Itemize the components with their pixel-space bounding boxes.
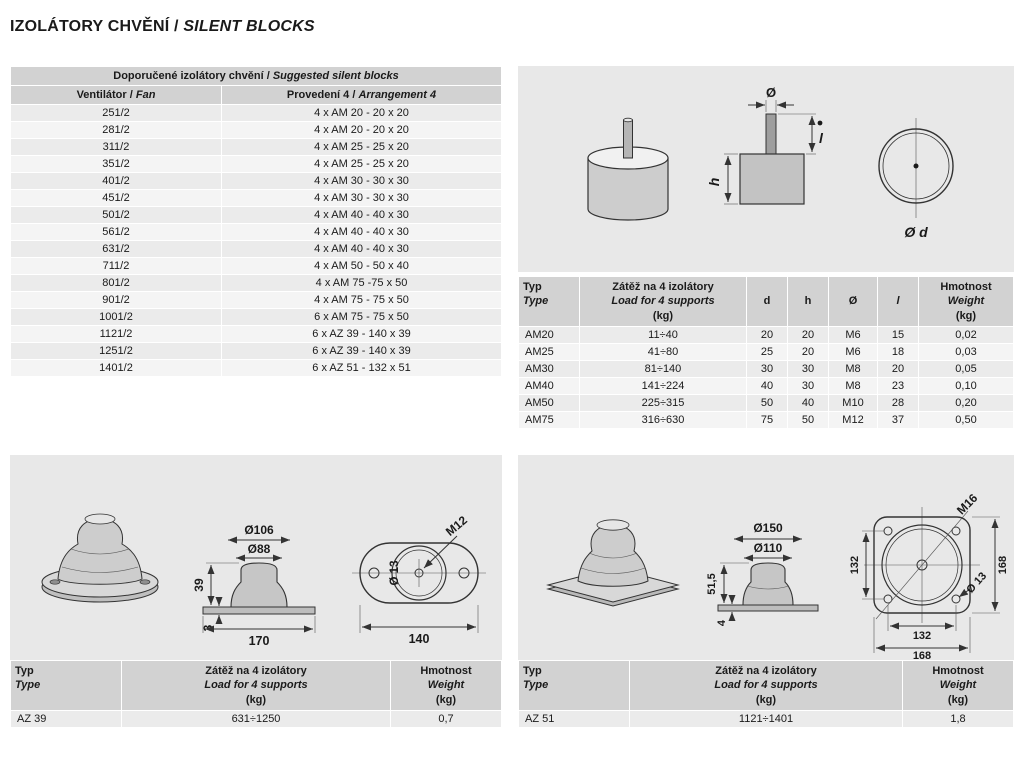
- fan-size-cell: 501/2: [11, 207, 221, 223]
- az39-spec-table: [10, 660, 502, 728]
- az51-spec-table: [518, 660, 1014, 728]
- weight-cell: 0,05: [919, 361, 1013, 377]
- weight-column-header: Hmotnost Weight (kg): [919, 277, 1013, 326]
- am-table-row: [519, 361, 1013, 377]
- column-header-fan: Ventilátor / Fan: [11, 86, 221, 104]
- dim-thread: M12: [442, 513, 470, 539]
- typ-column-header: Typ Type: [519, 661, 629, 710]
- suggested-silent-blocks-table: [10, 66, 502, 377]
- type-cell: AM25: [519, 344, 579, 360]
- arrangement-cell: 4 x AM 30 - 30 x 30: [222, 173, 501, 189]
- arrangement-cell: 4 x AM 20 - 20 x 20: [222, 122, 501, 138]
- load-cell: 141÷224: [580, 378, 746, 394]
- dim-point: [818, 121, 823, 126]
- load-column-header: Zátěž na 4 izolátory Load for 4 supports (kg): [580, 277, 746, 326]
- arrangement-cell: 4 x AM 75 - 75 x 50: [222, 292, 501, 308]
- fan-size-cell: 561/2: [11, 224, 221, 240]
- arrangement-cell: 6 x AZ 51 - 132 x 51: [222, 360, 501, 376]
- d-cell: 50: [747, 395, 787, 411]
- dim-top-flange-diameter: Ø150: [753, 521, 783, 535]
- load-cell: 631÷1250: [122, 711, 390, 727]
- arrangement-cell: 4 x AM 30 - 30 x 30: [222, 190, 501, 206]
- l-cell: 15: [878, 327, 918, 343]
- arrangement-cell: 6 x AZ 39 - 140 x 39: [222, 343, 501, 359]
- az51-drawing: [518, 455, 1014, 660]
- fan-table-row: [11, 173, 501, 189]
- am-spec-section: [518, 276, 1014, 429]
- weight-column-header: Hmotnost Weight (kg): [391, 661, 501, 710]
- weight-column-header: Hmotnost Weight (kg): [903, 661, 1013, 710]
- h-column-header: h: [788, 277, 828, 326]
- l-cell: 18: [878, 344, 918, 360]
- dim-plate-size-vertical: 168: [997, 555, 1009, 575]
- arrangement-cell: 4 x AM 40 - 40 x 30: [222, 207, 501, 223]
- d-cell: 20: [747, 327, 787, 343]
- am-spec-table: [518, 276, 1014, 429]
- fan-table-row: [11, 139, 501, 155]
- load-cell: 316÷630: [580, 412, 746, 428]
- fan-table-row: [11, 258, 501, 274]
- arrangement-cell: 4 x AM 25 - 25 x 20: [222, 139, 501, 155]
- type-cell: AM75: [519, 412, 579, 428]
- dim-hole-spacing-horizontal: 132: [912, 630, 932, 642]
- weight-cell: 0,10: [919, 378, 1013, 394]
- weight-cell: 0,50: [919, 412, 1013, 428]
- am-perspective-view: [588, 118, 668, 220]
- dim-plate-size-horizontal: 168: [912, 650, 932, 660]
- d-cell: 40: [747, 378, 787, 394]
- d-column-header: d: [747, 277, 787, 326]
- arrangement-cell: 4 x AM 50 - 50 x 40: [222, 258, 501, 274]
- type-cell: AZ 51: [519, 711, 629, 727]
- h-cell: 50: [788, 412, 828, 428]
- load-cell: 225÷315: [580, 395, 746, 411]
- fan-size-cell: 1001/2: [11, 309, 221, 325]
- load-cell: 81÷140: [580, 361, 746, 377]
- fan-table-row: [11, 326, 501, 342]
- h-cell: 40: [788, 395, 828, 411]
- az51-pictorial-view: [548, 520, 678, 606]
- type-cell: AM50: [519, 395, 579, 411]
- diameter-column-header: Ø: [829, 277, 877, 326]
- fan-size-cell: 281/2: [11, 122, 221, 138]
- az51-table-row: [519, 711, 1013, 727]
- h-cell: 20: [788, 327, 828, 343]
- l-column-header: l: [878, 277, 918, 326]
- dim-cap-diameter: Ø110: [753, 541, 783, 555]
- dim-thread: M16: [953, 490, 981, 518]
- fan-table-title: [11, 67, 501, 85]
- am-silent-block-drawing: [518, 66, 1014, 272]
- am-drawing-panel: [518, 66, 1014, 272]
- dim-stud-length: l: [819, 130, 823, 146]
- arrangement-cell: 4 x AM 75 -75 x 50: [222, 275, 501, 291]
- fan-size-cell: 1401/2: [11, 360, 221, 376]
- am-table-row: [519, 378, 1013, 394]
- dim-plate-thickness: 3: [201, 624, 215, 632]
- load-cell: 1121÷1401: [630, 711, 902, 727]
- typ-column-header: Typ Type: [519, 277, 579, 326]
- d-cell: 25: [747, 344, 787, 360]
- weight-cell: 0,03: [919, 344, 1013, 360]
- am-table-row: [519, 412, 1013, 428]
- am-front-view: [706, 85, 824, 204]
- az39-top-view: [352, 513, 486, 646]
- fan-table-row: [11, 292, 501, 308]
- l-cell: 28: [878, 395, 918, 411]
- az39-drawing: [10, 455, 502, 660]
- fan-table-row: [11, 241, 501, 257]
- load-column-header: Zátěž na 4 izolátory Load for 4 supports (kg): [630, 661, 902, 710]
- arrangement-cell: 4 x AM 40 - 40 x 30: [222, 241, 501, 257]
- fan-size-cell: 351/2: [11, 156, 221, 172]
- fan-table-header-row: [11, 86, 501, 104]
- az51-table-header-row: [519, 661, 1013, 710]
- az51-front-view: [706, 521, 818, 626]
- az39-table-header-row: [11, 661, 501, 710]
- arrangement-cell: 6 x AZ 39 - 140 x 39: [222, 326, 501, 342]
- fan-size-cell: 901/2: [11, 292, 221, 308]
- dim-cap-diameter: Ø88: [247, 542, 271, 556]
- dim-hole-diameter: Ø 13: [389, 560, 401, 586]
- dim-hole-spacing: 140: [408, 632, 430, 646]
- az51-panel: [518, 455, 1014, 728]
- page-title-en: SILENT BLOCKS: [183, 18, 315, 35]
- dim-body-height: h: [706, 177, 722, 187]
- dim-hole-spacing-vertical: 132: [849, 555, 861, 575]
- l-cell: 37: [878, 412, 918, 428]
- az39-front-view: [192, 523, 315, 648]
- fan-table-title-en: Suggested silent blocks: [272, 70, 399, 82]
- az51-top-view: [849, 491, 1009, 660]
- am-table-header-row: [519, 277, 1013, 326]
- fan-size-cell: 1251/2: [11, 343, 221, 359]
- fan-size-cell: 401/2: [11, 173, 221, 189]
- h-cell: 30: [788, 361, 828, 377]
- h-cell: 20: [788, 344, 828, 360]
- page-title-cs: IZOLÁTORY CHVĚNÍ: [10, 18, 170, 35]
- am-table-row: [519, 344, 1013, 360]
- dim-plate-thickness: 4: [716, 619, 728, 627]
- l-cell: 20: [878, 361, 918, 377]
- fan-table-row: [11, 207, 501, 223]
- dim-hole-diameter: Ø 13: [964, 570, 990, 596]
- h-cell: 30: [788, 378, 828, 394]
- type-cell: AM20: [519, 327, 579, 343]
- fan-size-cell: 1121/2: [11, 326, 221, 342]
- page-title: [10, 18, 315, 36]
- load-column-header: Zátěž na 4 izolátory Load for 4 supports (kg): [122, 661, 390, 710]
- arrangement-cell: 4 x AM 25 - 25 x 20: [222, 156, 501, 172]
- arrangement-cell: 4 x AM 40 - 40 x 30: [222, 224, 501, 240]
- fan-table-title-cs: Doporučené izolátory chvění: [113, 70, 264, 82]
- dim-height: 51,5: [706, 573, 718, 595]
- arrangement-cell: 4 x AM 20 - 20 x 20: [222, 105, 501, 121]
- fan-table-row: [11, 360, 501, 376]
- suggested-silent-blocks-section: [10, 66, 502, 377]
- am-table-body: [519, 327, 1013, 428]
- fan-table-row: [11, 343, 501, 359]
- fan-table-row: [11, 105, 501, 121]
- az39-pictorial-view: [42, 514, 158, 602]
- type-cell: AM30: [519, 361, 579, 377]
- thread-cell: M12: [829, 412, 877, 428]
- fan-table-title-sep: /: [263, 70, 273, 82]
- thread-cell: M6: [829, 327, 877, 343]
- dim-base-width: 170: [248, 634, 270, 648]
- fan-table-row: [11, 309, 501, 325]
- am-table-row: [519, 395, 1013, 411]
- am-top-view: [879, 118, 953, 240]
- am-table-row: [519, 327, 1013, 343]
- load-cell: 11÷40: [580, 327, 746, 343]
- az39-panel: [10, 455, 502, 728]
- fan-size-cell: 801/2: [11, 275, 221, 291]
- column-header-arrangement: Provedení 4 / Arrangement 4: [222, 86, 501, 104]
- page-title-separator: /: [169, 18, 184, 35]
- weight-cell: 0,02: [919, 327, 1013, 343]
- type-cell: AM40: [519, 378, 579, 394]
- fan-table-title-row: [11, 67, 501, 85]
- l-cell: 23: [878, 378, 918, 394]
- fan-table-row: [11, 190, 501, 206]
- typ-column-header: Typ Type: [11, 661, 121, 710]
- weight-cell: 0,20: [919, 395, 1013, 411]
- thread-cell: M6: [829, 344, 877, 360]
- dim-top-flange-diameter: Ø106: [244, 523, 274, 537]
- fan-size-cell: 711/2: [11, 258, 221, 274]
- fan-table-row: [11, 224, 501, 240]
- arrangement-cell: 6 x AM 75 - 75 x 50: [222, 309, 501, 325]
- az39-table-row: [11, 711, 501, 727]
- dim-stud-diameter: Ø: [765, 85, 777, 100]
- fan-table-body: [11, 105, 501, 376]
- thread-cell: M10: [829, 395, 877, 411]
- type-cell: AZ 39: [11, 711, 121, 727]
- d-cell: 75: [747, 412, 787, 428]
- fan-table-row: [11, 275, 501, 291]
- weight-cell: 0,7: [391, 711, 501, 727]
- weight-cell: 1,8: [903, 711, 1013, 727]
- dim-height: 39: [192, 578, 206, 592]
- fan-table-row: [11, 156, 501, 172]
- thread-cell: M8: [829, 378, 877, 394]
- d-cell: 30: [747, 361, 787, 377]
- fan-size-cell: 631/2: [11, 241, 221, 257]
- fan-size-cell: 251/2: [11, 105, 221, 121]
- dim-body-diameter: Ø d: [904, 224, 928, 240]
- thread-cell: M8: [829, 361, 877, 377]
- load-cell: 41÷80: [580, 344, 746, 360]
- fan-size-cell: 451/2: [11, 190, 221, 206]
- fan-size-cell: 311/2: [11, 139, 221, 155]
- fan-table-row: [11, 122, 501, 138]
